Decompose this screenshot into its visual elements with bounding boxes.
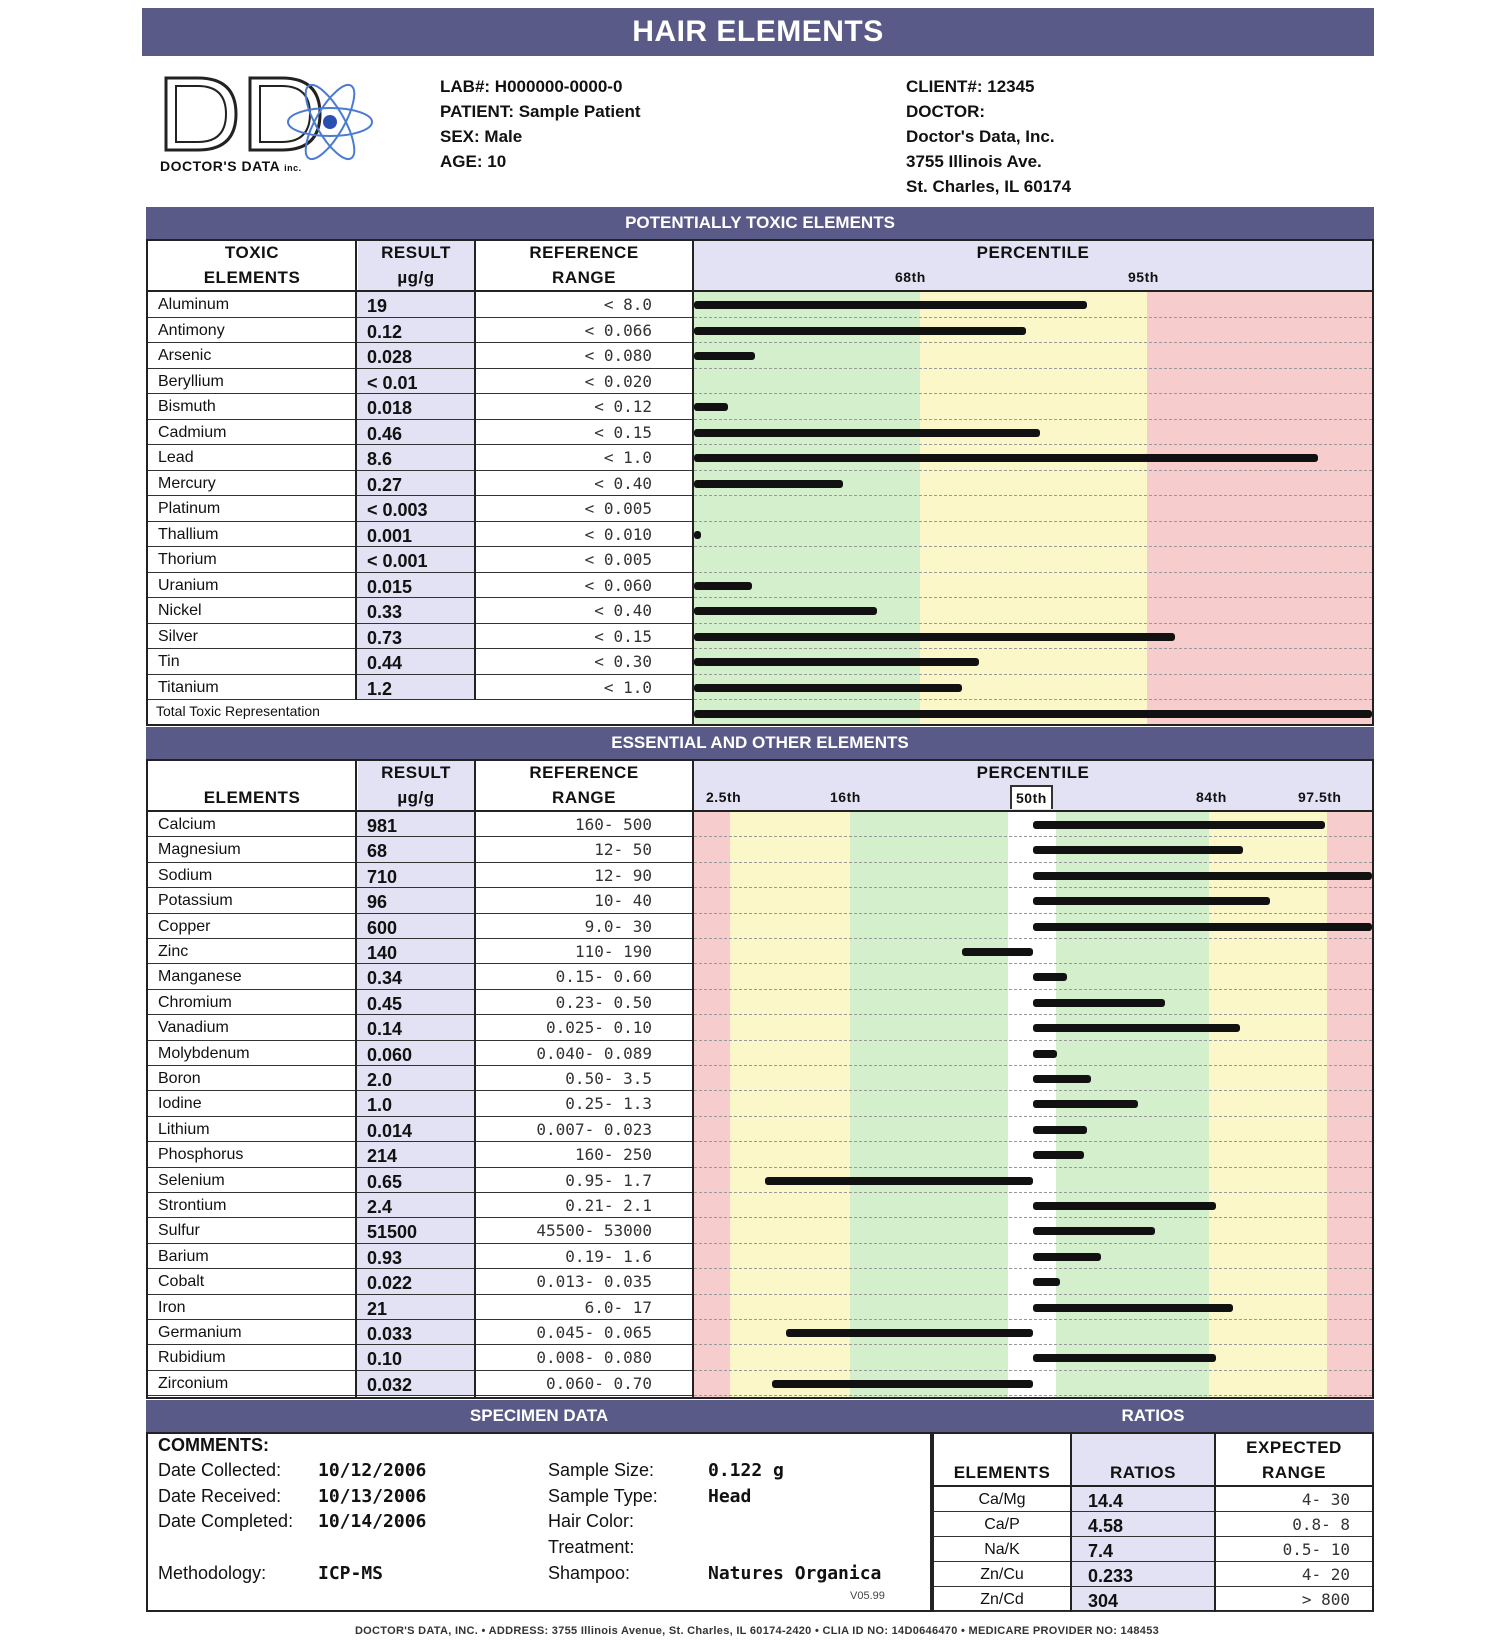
essential-element-name: Zinc — [148, 939, 355, 964]
date-completed-label: Date Completed: — [158, 1511, 294, 1531]
toxic-row-rule — [694, 419, 1372, 420]
toxic-row-rule — [694, 597, 1372, 598]
essential-row-rule — [694, 1065, 1372, 1066]
ratio-element-pair: Zn/Cu — [934, 1562, 1070, 1587]
essential-element-name: Vanadium — [148, 1015, 355, 1040]
ratio-expected-range: 0.8- 8 — [1216, 1512, 1372, 1537]
essential-element-name: Cobalt — [148, 1269, 355, 1294]
essential-element-name: Calcium — [148, 812, 355, 837]
date-received-label: Date Received: — [158, 1486, 282, 1506]
essential-reference-range: 110- 190 — [476, 939, 692, 964]
doctor-label: DOCTOR: — [906, 102, 986, 121]
toxic-result: 0.33 — [357, 598, 474, 624]
toxic-reference-range: < 0.080 — [476, 343, 692, 369]
ess-zone-red-high — [1327, 811, 1372, 1397]
ratio-expected-range: 4- 20 — [1216, 1562, 1372, 1587]
patient-info — [440, 74, 641, 174]
toxic-percentile-bar — [694, 633, 1175, 641]
essential-element-name: Zirconium — [148, 1371, 355, 1396]
specimen-section-title: SPECIMEN DATA — [146, 1400, 932, 1432]
sex-value: Male — [484, 127, 523, 146]
age-value: 10 — [487, 152, 507, 171]
essential-result: 0.014 — [357, 1117, 474, 1142]
essential-percentile-bar — [1033, 1050, 1057, 1058]
date-collected-value: 10/12/2006 — [318, 1460, 427, 1481]
essential-row-rule — [694, 1040, 1372, 1041]
toxic-element-name: Nickel — [148, 598, 355, 624]
ratio-value: 7.4 — [1072, 1537, 1214, 1562]
essential-percentile-bar — [1033, 897, 1270, 905]
toxic-element-name: Arsenic — [148, 343, 355, 369]
essential-reference-range: 0.21- 2.1 — [476, 1193, 692, 1218]
toxic-row-rule — [694, 470, 1372, 471]
ess-zone-red-low — [694, 811, 730, 1397]
essential-reference-range: 0.045- 0.065 — [476, 1320, 692, 1345]
ratio-value: 14.4 — [1072, 1487, 1214, 1512]
methodology-label: Methodology: — [158, 1563, 267, 1583]
ess-col-result: RESULT µg/g — [381, 763, 451, 807]
essential-element-name: Chromium — [148, 990, 355, 1015]
toxic-col-percentile: PERCENTILE — [976, 243, 1090, 262]
essential-percentile-bar — [786, 1329, 1033, 1337]
essential-reference-range: 0.50- 3.5 — [476, 1066, 692, 1091]
toxic-reference-range: < 1.0 — [476, 445, 692, 471]
essential-reference-range: 0.95- 1.7 — [476, 1168, 692, 1193]
toxic-result: 0.27 — [357, 471, 474, 497]
toxic-percentile-bar — [694, 327, 1026, 335]
doctors-data-logo — [158, 72, 383, 187]
toxic-row-rule — [694, 495, 1372, 496]
essential-percentile-bar — [1033, 1126, 1087, 1134]
essential-element-name: Germanium — [148, 1320, 355, 1345]
toxic-element-name: Titanium — [148, 675, 355, 701]
essential-reference-range: 10- 40 — [476, 888, 692, 913]
methodology-value: ICP-MS — [318, 1563, 384, 1584]
essential-result: 51500 — [357, 1218, 474, 1243]
comments-label: COMMENTS: — [158, 1435, 269, 1455]
ess-pct-2-5: 2.5th — [706, 789, 742, 805]
essential-element-name: Sodium — [148, 863, 355, 888]
logo-suffix: inc. — [284, 163, 302, 173]
toxic-result: < 0.01 — [357, 369, 474, 395]
essential-percentile-bar — [1033, 999, 1165, 1007]
essential-result: 214 — [357, 1142, 474, 1167]
toxic-section-title: POTENTIALLY TOXIC ELEMENTS — [146, 207, 1374, 239]
essential-percentile-bar — [1033, 821, 1325, 829]
essential-row-rule — [694, 1167, 1372, 1168]
toxic-row-rule — [694, 648, 1372, 649]
toxic-element-name: Lead — [148, 445, 355, 471]
essential-result: 0.14 — [357, 1015, 474, 1040]
essential-reference-range: 12- 90 — [476, 863, 692, 888]
essential-result: 1.0 — [357, 1091, 474, 1116]
toxic-result: < 0.003 — [357, 496, 474, 522]
essential-percentile-bar — [772, 1380, 1033, 1388]
version-label: V05.99 — [850, 1590, 885, 1602]
ess-col-percentile: PERCENTILE — [976, 763, 1090, 782]
essential-reference-range: 9.0- 30 — [476, 914, 692, 939]
toxic-result: 0.001 — [357, 522, 474, 548]
essential-percentile-bar — [1033, 973, 1067, 981]
ess-col-reference: REFERENCE RANGE — [529, 763, 639, 807]
ratios-col-elements: ELEMENTS — [953, 1463, 1051, 1482]
essential-element-name: Sulfur — [148, 1218, 355, 1243]
essential-percentile-bar — [1033, 1253, 1101, 1261]
essential-percentile-bar — [1033, 1227, 1155, 1235]
ratio-element-pair: Ca/Mg — [934, 1487, 1070, 1512]
essential-result: 0.45 — [357, 990, 474, 1015]
toxic-percentile-bar — [694, 454, 1318, 462]
ess-zone-yellow-low — [730, 811, 850, 1397]
essential-percentile-bar — [765, 1177, 1033, 1185]
toxic-element-name: Cadmium — [148, 420, 355, 446]
essential-reference-range: 0.23- 0.50 — [476, 990, 692, 1015]
essential-row-rule — [694, 989, 1372, 990]
sample-size-value: 0.122 g — [708, 1460, 784, 1481]
total-toxic-label: Total Toxic Representation — [156, 703, 320, 719]
toxic-reference-range: < 1.0 — [476, 675, 692, 701]
essential-row-rule — [694, 1243, 1372, 1244]
toxic-percentile-bar — [694, 403, 728, 411]
ess-pct-16: 16th — [830, 789, 861, 805]
toxic-element-name: Bismuth — [148, 394, 355, 420]
toxic-element-name: Thorium — [148, 547, 355, 573]
essential-section-title: ESSENTIAL AND OTHER ELEMENTS — [146, 727, 1374, 759]
toxic-element-name: Aluminum — [148, 292, 355, 318]
essential-row-rule — [694, 1395, 1372, 1396]
ratio-element-pair: Zn/Cd — [934, 1587, 1070, 1612]
essential-reference-range: 0.013- 0.035 — [476, 1269, 692, 1294]
essential-percentile-bar — [1033, 1278, 1060, 1286]
toxic-row-rule — [694, 572, 1372, 573]
essential-percentile-bar — [1033, 846, 1243, 854]
essential-result: 0.022 — [357, 1269, 474, 1294]
toxic-reference-range: < 0.12 — [476, 394, 692, 420]
essential-row-rule — [694, 963, 1372, 964]
ess-divider-3 — [692, 761, 694, 1397]
essential-row-rule — [694, 862, 1372, 863]
sample-type-label: Sample Type: — [548, 1486, 658, 1506]
essential-result: 600 — [357, 914, 474, 939]
essential-element-name: Selenium — [148, 1168, 355, 1193]
essential-reference-range: 6.0- 17 — [476, 1295, 692, 1320]
toxic-element-name: Platinum — [148, 496, 355, 522]
essential-element-name: Rubidium — [148, 1345, 355, 1370]
essential-row-rule — [694, 938, 1372, 939]
essential-element-name: Lithium — [148, 1117, 355, 1142]
ess-pct-50: 50th — [1010, 785, 1053, 809]
essential-reference-range: 0.19- 1.6 — [476, 1244, 692, 1269]
toxic-row-rule — [694, 623, 1372, 624]
toxic-reference-range: < 8.0 — [476, 292, 692, 318]
essential-row-rule — [694, 1116, 1372, 1117]
essential-element-name: Strontium — [148, 1193, 355, 1218]
essential-element-name: Phosphorus — [148, 1142, 355, 1167]
toxic-element-name: Thallium — [148, 522, 355, 548]
toxic-reference-range: < 0.15 — [476, 420, 692, 446]
toxic-reference-range: < 0.40 — [476, 471, 692, 497]
essential-percentile-bar — [1033, 1354, 1216, 1362]
patient-label: PATIENT: — [440, 102, 514, 121]
treatment-label: Treatment: — [548, 1537, 635, 1557]
doctor-name: Doctor's Data, Inc. — [906, 127, 1055, 146]
toxic-element-name: Beryllium — [148, 369, 355, 395]
essential-result: 0.060 — [357, 1041, 474, 1066]
page-footer: DOCTOR'S DATA, INC. • ADDRESS: 3755 Illinois Avenue, St. Charles, IL 60174-2420 • CLIA ID NO: 14D0646470 • MEDICARE PROVIDER NO: 148453 — [354, 1625, 1160, 1637]
toxic-row-rule — [694, 546, 1372, 547]
essential-row-rule — [694, 1268, 1372, 1269]
essential-result: 2.0 — [357, 1066, 474, 1091]
age-label: AGE: — [440, 152, 483, 171]
essential-result: 0.032 — [357, 1371, 474, 1396]
essential-percentile-bar — [1033, 1202, 1216, 1210]
hair-color-label: Hair Color: — [548, 1511, 635, 1531]
essential-element-name: Magnesium — [148, 837, 355, 862]
toxic-result: 19 — [357, 292, 474, 318]
essential-reference-range: 0.060- 0.70 — [476, 1371, 692, 1396]
client-number: 12345 — [987, 77, 1035, 96]
essential-result: 0.10 — [357, 1345, 474, 1370]
toxic-reference-range: < 0.020 — [476, 369, 692, 395]
essential-reference-range: 160- 250 — [476, 1142, 692, 1167]
ratio-element-pair: Ca/P — [934, 1512, 1070, 1537]
essential-row-rule — [694, 1014, 1372, 1015]
toxic-result: 0.73 — [357, 624, 474, 650]
ratio-element-pair: Na/K — [934, 1537, 1070, 1562]
toxic-result: 1.2 — [357, 675, 474, 701]
toxic-row-rule — [694, 393, 1372, 394]
ratio-expected-range: > 800 — [1216, 1587, 1372, 1612]
ratios-col-expected: EXPECTED RANGE — [1246, 1438, 1342, 1482]
essential-percentile-bar — [1033, 1304, 1233, 1312]
essential-result: 21 — [357, 1295, 474, 1320]
essential-row-rule — [694, 887, 1372, 888]
essential-element-name: Molybdenum — [148, 1041, 355, 1066]
toxic-col-reference: REFERENCE RANGE — [529, 243, 639, 287]
toxic-zone-red — [1147, 291, 1372, 724]
essential-percentile-bar — [962, 948, 1033, 956]
essential-reference-range: 160- 500 — [476, 812, 692, 837]
essential-row-rule — [694, 1090, 1372, 1091]
ratio-value: 0.233 — [1072, 1562, 1214, 1587]
date-completed-value: 10/14/2006 — [318, 1511, 427, 1532]
essential-reference-range: 0.25- 1.3 — [476, 1091, 692, 1116]
toxic-row-rule — [694, 674, 1372, 675]
patient-name: Sample Patient — [518, 102, 641, 121]
ratio-value: 304 — [1072, 1587, 1214, 1612]
client-label: CLIENT#: — [906, 77, 983, 96]
essential-element-name: Copper — [148, 914, 355, 939]
essential-element-name: Boron — [148, 1066, 355, 1091]
toxic-element-name: Uranium — [148, 573, 355, 599]
essential-result: 0.34 — [357, 964, 474, 989]
essential-percentile-bar — [1033, 1100, 1138, 1108]
essential-row-rule — [694, 1319, 1372, 1320]
toxic-pct-95: 95th — [1128, 269, 1159, 285]
essential-percentile-bar — [1033, 923, 1372, 931]
essential-result: 981 — [357, 812, 474, 837]
toxic-percentile-bar — [694, 658, 979, 666]
toxic-reference-range: < 0.40 — [476, 598, 692, 624]
essential-element-name: Barium — [148, 1244, 355, 1269]
essential-element-name: Iron — [148, 1295, 355, 1320]
toxic-reference-range: < 0.060 — [476, 573, 692, 599]
toxic-pct-68: 68th — [895, 269, 926, 285]
sample-size-label: Sample Size: — [548, 1460, 655, 1480]
essential-reference-range: 0.025- 0.10 — [476, 1015, 692, 1040]
essential-result: 0.93 — [357, 1244, 474, 1269]
ess-col-elements: ELEMENTS — [203, 788, 301, 807]
doctor-address-1: 3755 Illinois Ave. — [906, 152, 1042, 171]
essential-reference-range: 0.007- 0.023 — [476, 1117, 692, 1142]
essential-row-rule — [694, 836, 1372, 837]
toxic-result: 0.018 — [357, 394, 474, 420]
essential-percentile-bar — [1033, 1024, 1240, 1032]
toxic-percentile-bar — [694, 531, 701, 539]
toxic-reference-range: < 0.010 — [476, 522, 692, 548]
toxic-result: 0.44 — [357, 649, 474, 675]
toxic-col-result: RESULT µg/g — [381, 243, 451, 287]
toxic-element-name: Mercury — [148, 471, 355, 497]
toxic-result: 0.028 — [357, 343, 474, 369]
total-toxic-bar — [694, 710, 1372, 718]
sample-type-value: Head — [708, 1486, 752, 1507]
essential-row-rule — [694, 1344, 1372, 1345]
toxic-percentile-bar — [694, 301, 1087, 309]
essential-result: 2.4 — [357, 1193, 474, 1218]
toxic-reference-range: < 0.005 — [476, 547, 692, 573]
ratios-col-ratios: RATIOS — [1110, 1463, 1176, 1482]
client-info — [906, 74, 1071, 199]
ratio-value: 4.58 — [1072, 1512, 1214, 1537]
toxic-result: 0.12 — [357, 318, 474, 344]
ess-pct-84: 84th — [1196, 789, 1227, 805]
essential-result: 0.033 — [357, 1320, 474, 1345]
toxic-row-rule — [694, 368, 1372, 369]
toxic-reference-range: < 0.066 — [476, 318, 692, 344]
essential-percentile-bar — [1033, 1075, 1091, 1083]
shampoo-value: Natures Organica — [708, 1563, 882, 1584]
essential-result: 0.65 — [357, 1168, 474, 1193]
ess-zone-green-low — [850, 811, 1008, 1397]
essential-percentile-bar — [1033, 1151, 1084, 1159]
date-collected-label: Date Collected: — [158, 1460, 282, 1480]
toxic-row-rule — [694, 317, 1372, 318]
essential-result: 140 — [357, 939, 474, 964]
logo-text: DOCTOR'S DATA — [160, 158, 280, 174]
essential-reference-range: 0.008- 0.080 — [476, 1345, 692, 1370]
essential-result: 710 — [357, 863, 474, 888]
essential-reference-range: 0.15- 0.60 — [476, 964, 692, 989]
essential-row-rule — [694, 1370, 1372, 1371]
ratio-expected-range: 0.5- 10 — [1216, 1537, 1372, 1562]
ratios-section-title: RATIOS — [932, 1400, 1374, 1432]
essential-element-name: Potassium — [148, 888, 355, 913]
ess-pct-97-5: 97.5th — [1298, 789, 1342, 805]
toxic-percentile-bar — [694, 480, 843, 488]
toxic-percentile-bar — [694, 684, 962, 692]
essential-reference-range: 12- 50 — [476, 837, 692, 862]
essential-reference-range: 0.040- 0.089 — [476, 1041, 692, 1066]
toxic-percentile-bar — [694, 352, 755, 360]
essential-row-rule — [694, 1294, 1372, 1295]
toxic-percentile-bar — [694, 582, 752, 590]
toxic-result: 8.6 — [357, 445, 474, 471]
toxic-row-rule — [694, 521, 1372, 522]
essential-row-rule — [694, 1141, 1372, 1142]
essential-element-name: Manganese — [148, 964, 355, 989]
toxic-row-rule — [694, 444, 1372, 445]
sex-label: SEX: — [440, 127, 480, 146]
lab-label: LAB#: — [440, 77, 491, 96]
toxic-element-name: Tin — [148, 649, 355, 675]
lab-number: H000000-0000-0 — [494, 77, 623, 96]
toxic-reference-range: < 0.005 — [476, 496, 692, 522]
ratio-expected-range: 4- 30 — [1216, 1487, 1372, 1512]
toxic-element-name: Antimony — [148, 318, 355, 344]
essential-reference-range: 45500- 53000 — [476, 1218, 692, 1243]
toxic-percentile-bar — [694, 429, 1040, 437]
essential-result: 68 — [357, 837, 474, 862]
report-title: HAIR ELEMENTS — [142, 8, 1374, 56]
essential-row-rule — [694, 1217, 1372, 1218]
toxic-percentile-bar — [694, 607, 877, 615]
essential-element-name: Iodine — [148, 1091, 355, 1116]
toxic-result: 0.46 — [357, 420, 474, 446]
toxic-reference-range: < 0.30 — [476, 649, 692, 675]
doctor-address-2: St. Charles, IL 60174 — [906, 177, 1072, 196]
toxic-result: 0.015 — [357, 573, 474, 599]
toxic-element-name: Silver — [148, 624, 355, 650]
essential-row-rule — [694, 1192, 1372, 1193]
toxic-row-rule — [694, 342, 1372, 343]
toxic-row-rule — [694, 699, 1372, 700]
date-received-value: 10/13/2006 — [318, 1486, 427, 1507]
toxic-result: < 0.001 — [357, 547, 474, 573]
essential-percentile-bar — [1033, 872, 1372, 880]
toxic-reference-range: < 0.15 — [476, 624, 692, 650]
shampoo-label: Shampoo: — [548, 1563, 631, 1583]
toxic-col-elements: TOXIC ELEMENTS — [203, 243, 301, 287]
essential-result: 96 — [357, 888, 474, 913]
essential-row-rule — [694, 913, 1372, 914]
